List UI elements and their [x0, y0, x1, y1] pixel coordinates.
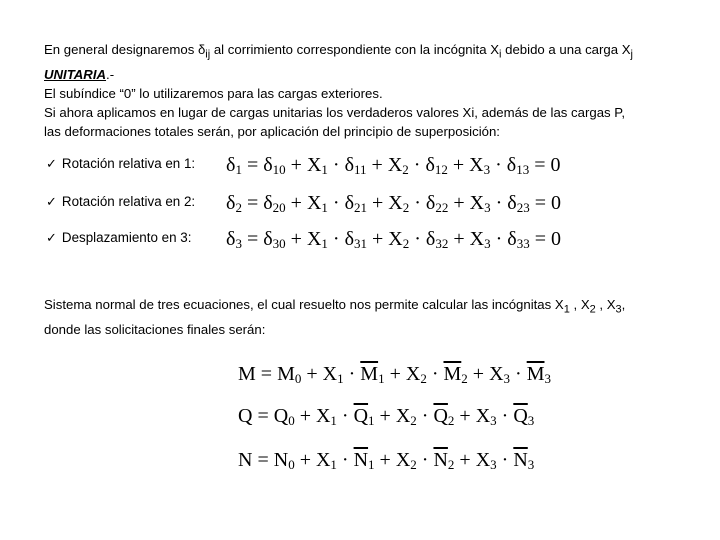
- equation-label-text: Rotación relativa en 1:: [61, 156, 196, 171]
- equation-label: [46, 230, 191, 246]
- intro-text-c: debido a una carga X: [501, 42, 631, 57]
- delta-symbol: δ: [197, 42, 206, 57]
- equation-formula: $\delta_3 = \delta_{30} + X_1 \cdot \delta_{31} + X_2 \cdot \delta_{32} + X_3 \cdot \delta_{33} = 0$: [226, 228, 561, 251]
- equation-label: [46, 194, 195, 210]
- intro-text-a: En general designaremos: [44, 42, 198, 57]
- xj-subscript: j: [630, 48, 633, 61]
- checkmark-icon: ✓: [46, 194, 57, 209]
- equation-row: [44, 148, 684, 182]
- unitaria-emphasis: UNITARIA: [44, 66, 107, 82]
- intro-line-5: las deformaciones totales serán, por aplicación del principio de superposición:: [44, 123, 500, 139]
- equation-row: [44, 186, 684, 220]
- conclusion-line-1: Sistema normal de tres ecuaciones, el cual resuelto nos permite calcular las incógnitas $X_1$ , $X_2$ , $X_3$,: [44, 297, 626, 316]
- equation-formula: $\delta_1 = \delta_{10} + X_1 \cdot \delta_{11} + X_2 \cdot \delta_{12} + X_3 \cdot \delta_{13} = 0$: [226, 154, 561, 177]
- equation-label: [46, 156, 195, 172]
- intro-line-2: [44, 65, 684, 84]
- equation-formula: $\delta_2 = \delta_{20} + X_1 \cdot \delta_{21} + X_2 \cdot \delta_{22} + X_3 \cdot \delta_{23} = 0$: [226, 192, 561, 215]
- intro-line-3: El subíndice “0” lo utilizaremos para las cargas exteriores.: [44, 85, 383, 101]
- conclusion-line-2: donde las solicitaciones finales serán:: [44, 321, 266, 337]
- intro-paragraph: [44, 40, 684, 141]
- final-equation-q: $Q = Q_0 + X_1 \cdot \overline{Q}_1 + X_2 \cdot \overline{Q}_2 + X_3 \cdot \overline{Q}_3$: [238, 405, 535, 428]
- intro-text-b: al corrimiento correspondiente con la incógnita X: [210, 42, 500, 57]
- equation-label-text: Rotación relativa en 2:: [61, 194, 196, 209]
- conclusion-paragraph: [44, 295, 684, 339]
- final-equation-n: $N = N_0 + X_1 \cdot \overline{N}_1 + X_2 \cdot \overline{N}_2 + X_3 \cdot \overline{N}_3$: [238, 449, 535, 472]
- equation-label-text: Desplazamiento en 3:: [61, 230, 192, 245]
- checkmark-icon: ✓: [46, 230, 57, 245]
- checkmark-icon: ✓: [46, 156, 57, 171]
- xi-subscript: i: [499, 48, 502, 61]
- intro-line-2-rest: .-: [106, 66, 115, 82]
- intro-line-1: [44, 40, 684, 65]
- final-equation-m: $M = M_0 + X_1 \cdot \overline{M}_1 + X_2 \cdot \overline{M}_2 + X_3 \cdot \overline{M}_3$: [238, 363, 551, 386]
- equation-row: [44, 222, 684, 256]
- delta-subscript: ij: [205, 48, 211, 61]
- intro-line-4: Si ahora aplicamos en lugar de cargas unitarias los verdaderos valores Xi, además de las cargas P,: [44, 104, 626, 120]
